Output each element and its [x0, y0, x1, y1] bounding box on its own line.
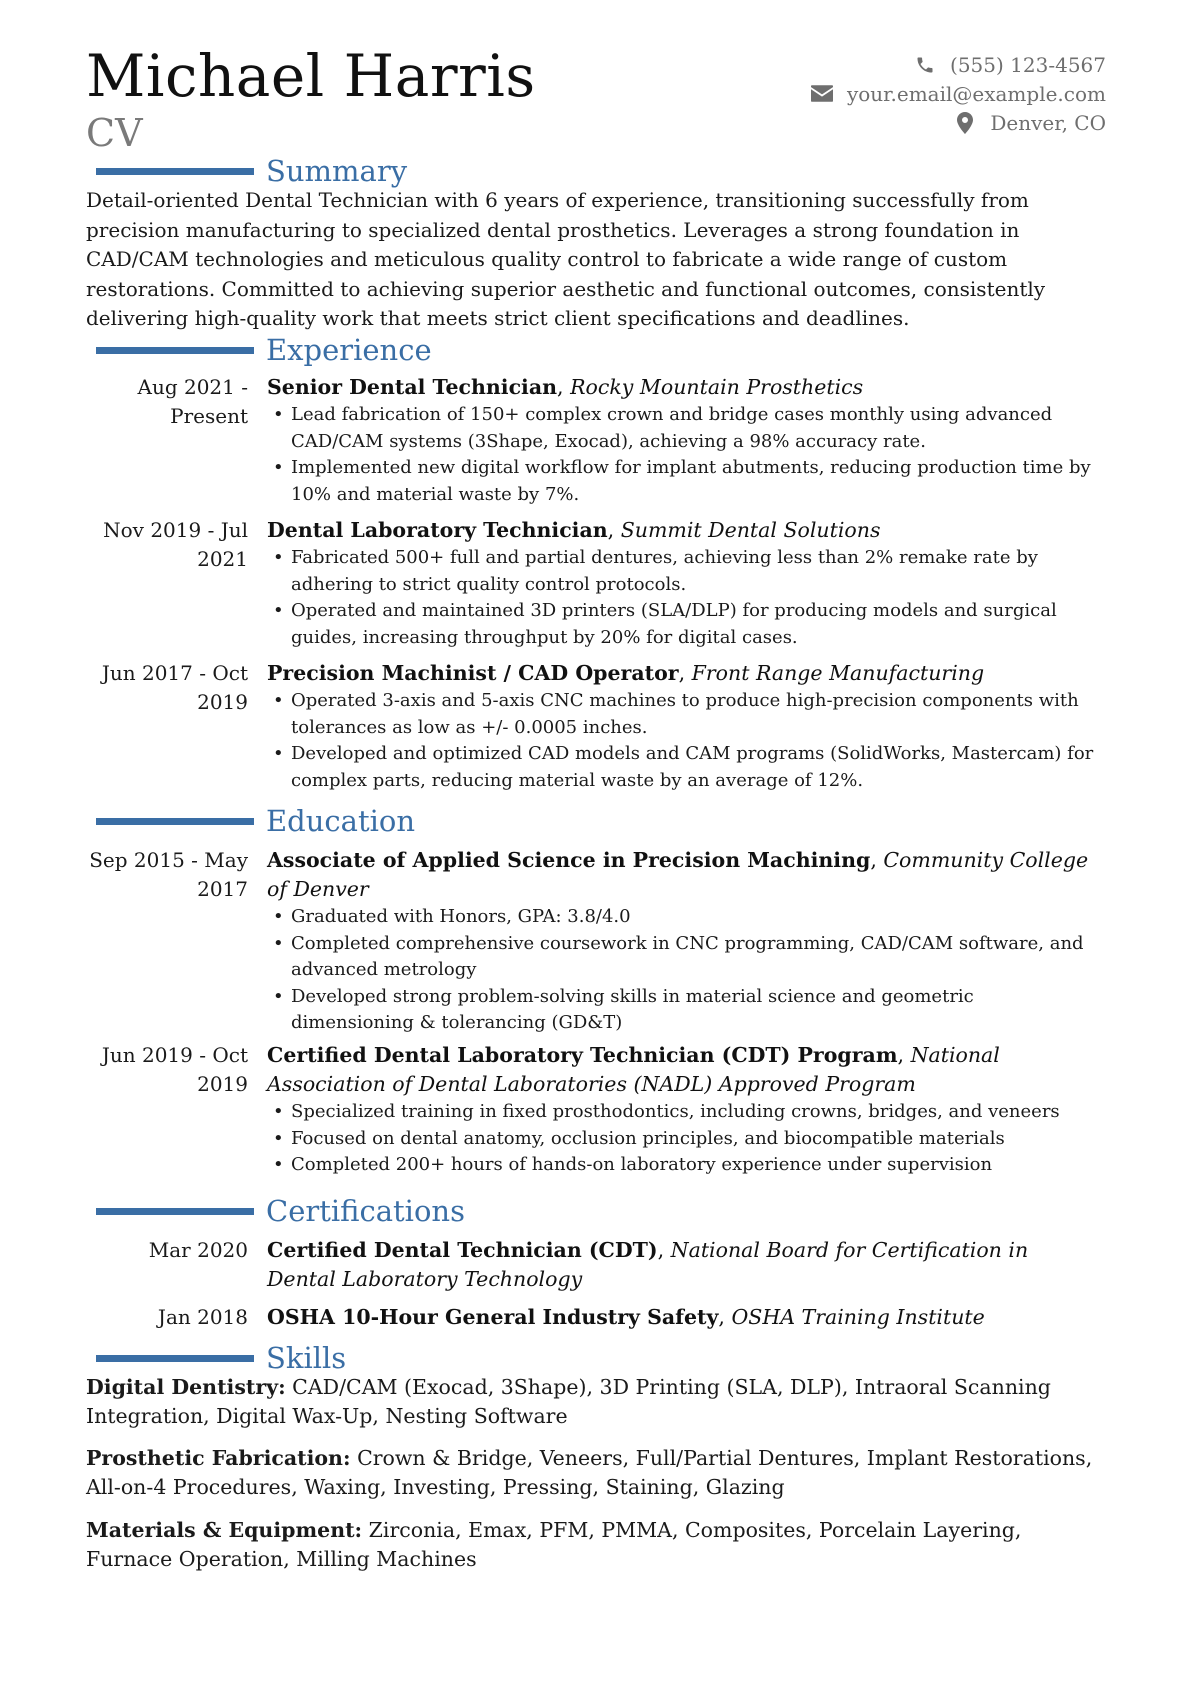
entry-organization: Rocky Mountain Prosthetics: [570, 375, 864, 399]
contact-email: [746, 79, 1106, 108]
entry-role: Dental Laboratory Technician: [267, 518, 608, 542]
entry-role: Certified Dental Laboratory Technician (CDT) Program: [267, 1043, 898, 1067]
entry-bullets: [267, 1099, 1102, 1179]
section-bar: [96, 168, 254, 175]
bullet-item: • Operated and maintained 3D printers (SLA/DLP) for producing models and surgical guides, increasing throughput by 20% for digital cases.: [267, 598, 1102, 651]
entry-organization: Front Range Manufacturing: [691, 661, 985, 685]
entry-role: Certified Dental Technician (CDT): [267, 1238, 658, 1262]
candidate-name: Michael Harris: [86, 42, 536, 110]
entry-bullets: [267, 904, 1102, 1037]
bullet-item: • Completed 200+ hours of hands-on laboratory experience under supervision: [267, 1152, 1102, 1179]
entry-organization: National Board for Certification in Dental Laboratory Technology: [267, 1238, 1029, 1291]
bullet-item: • Specialized training in fixed prosthodontics, including crowns, bridges, and veneers: [267, 1099, 1102, 1126]
section-title: Experience: [266, 333, 432, 367]
summary-text: Detail-oriented Dental Technician with 6 years of experience, transitioning successfully from precision manufacturing to specialized dental prosthetics. Leverages a strong foundation in CAD/CAM technologies and meticulous quality control to fabricate a wide range of custom restorations. Committed to achieving superior aesthetic and functional outcomes, consistently delivering high-quality work that meets strict client specifications and deadlines.: [86, 188, 1046, 330]
entry-date: Jun 2017 - Oct 2019: [101, 661, 248, 714]
entry-date: Jan 2018: [157, 1305, 248, 1329]
location-text: Denver, CO: [990, 110, 1106, 135]
section-education: [96, 801, 415, 841]
section-title: Summary: [266, 154, 408, 188]
entry-bullets: [267, 545, 1102, 651]
bullet-item: • Developed strong problem-solving skills in material science and geometric dimensioning & tolerancing (GD&T): [267, 984, 1102, 1037]
section-title: Skills: [266, 1341, 347, 1375]
bullet-item: • Focused on dental anatomy, occlusion principles, and biocompatible materials: [267, 1126, 1102, 1153]
section-title: Certifications: [266, 1194, 465, 1228]
skill-value: CAD/CAM (Exocad, 3Shape), 3D Printing (SLA, DLP), Intraoral Scanning Integration, Digital Wax-Up, Nesting Software: [86, 1375, 1051, 1428]
entry-heading: Senior Dental Technician, Rocky Mountain Prosthetics: [267, 375, 864, 399]
section-certifications: [96, 1191, 465, 1231]
entry-role: Senior Dental Technician: [267, 375, 558, 399]
section-skills: [96, 1338, 346, 1378]
entry-heading: Associate of Applied Science in Precision Machining, Community College of Denver: [267, 848, 1089, 901]
entry-role: OSHA 10-Hour General Industry Safety: [267, 1305, 719, 1329]
entry-heading: Dental Laboratory Technician, Summit Dental Solutions: [267, 518, 881, 542]
document-subtitle: CV: [86, 111, 143, 155]
bullet-item: • Graduated with Honors, GPA: 3.8/4.0: [267, 904, 1102, 931]
entry-bullets: [267, 688, 1102, 794]
section-bar: [96, 1355, 254, 1362]
skill-label: Digital Dentistry:: [86, 1375, 286, 1399]
entry-heading: Precision Machinist / CAD Operator, Front Range Manufacturing: [267, 661, 985, 685]
skill-group: [86, 1516, 1100, 1574]
entry-organization: Community College of Denver: [267, 848, 1089, 901]
skill-label: Materials & Equipment:: [86, 1518, 363, 1542]
bullet-item: • Operated 3-axis and 5-axis CNC machines to produce high-precision components with tolerances as low as +/- 0.0005 inches.: [267, 688, 1102, 741]
bullet-item: • Completed comprehensive coursework in CNC programming, CAD/CAM software, and advanced metrology: [267, 931, 1102, 984]
entry-organization: National Association of Dental Laboratories (NADL) Approved Program: [267, 1043, 1000, 1096]
entry-heading: Certified Dental Technician (CDT), National Board for Certification in Dental Laboratory Technology: [267, 1238, 1029, 1291]
skill-value: Crown & Bridge, Veneers, Full/Partial Dentures, Implant Restorations, All-on-4 Procedures, Waxing, Investing, Pressing, Staining, Glazing: [86, 1446, 1093, 1499]
entry-role: Precision Machinist / CAD Operator: [267, 661, 679, 685]
entry-heading: Certified Dental Laboratory Technician (CDT) Program, National Association of Dental Laboratories (NADL) Approved Program: [267, 1043, 1000, 1096]
entry-organization: OSHA Training Institute: [731, 1305, 985, 1329]
section-experience: [96, 330, 432, 370]
entry-date: Mar 2020: [148, 1238, 248, 1262]
entry-date: Nov 2019 - Jul 2021: [103, 518, 248, 571]
skill-value: Zirconia, Emax, PFM, PMMA, Composites, Porcelain Layering, Furnace Operation, Milling Machines: [86, 1518, 1022, 1571]
skill-group: [86, 1373, 1100, 1431]
entry-date: Sep 2015 - May 2017: [89, 848, 248, 901]
phone-icon: [912, 55, 938, 75]
section-bar: [96, 347, 254, 354]
section-bar: [96, 1208, 254, 1215]
bullet-item: • Developed and optimized CAD models and CAM programs (SolidWorks, Mastercam) for complex parts, reducing material waste by an average of 12%.: [267, 741, 1102, 794]
entry-date: Jun 2019 - Oct 2019: [101, 1043, 248, 1096]
bullet-item: • Implemented new digital workflow for implant abutments, reducing production time by 10% and material waste by 7%.: [267, 455, 1102, 508]
phone-text[interactable]: (555) 123-4567: [950, 52, 1106, 77]
contact-phone: [746, 50, 1106, 79]
section-summary: [96, 151, 407, 191]
email-text[interactable]: your.email@example.com: [846, 81, 1106, 106]
map-pin-icon: [952, 112, 978, 134]
skill-group: [86, 1444, 1100, 1502]
contact-block: [746, 50, 1106, 137]
contact-location: [746, 108, 1106, 137]
entry-role: Associate of Applied Science in Precision Machining: [267, 848, 871, 872]
section-bar: [96, 818, 254, 825]
section-title: Education: [266, 804, 416, 838]
entry-bullets: [267, 402, 1102, 508]
entry-organization: Summit Dental Solutions: [620, 518, 881, 542]
entry-heading: OSHA 10-Hour General Industry Safety, OSHA Training Institute: [267, 1305, 985, 1329]
skill-label: Prosthetic Fabrication:: [86, 1446, 351, 1470]
bullet-item: • Fabricated 500+ full and partial dentures, achieving less than 2% remake rate by adhering to strict quality control protocols.: [267, 545, 1102, 598]
envelope-icon: [809, 85, 835, 102]
entry-date: Aug 2021 - Present: [137, 375, 248, 428]
bullet-item: • Lead fabrication of 150+ complex crown and bridge cases monthly using advanced CAD/CAM systems (3Shape, Exocad), achieving a 98% accuracy rate.: [267, 402, 1102, 455]
